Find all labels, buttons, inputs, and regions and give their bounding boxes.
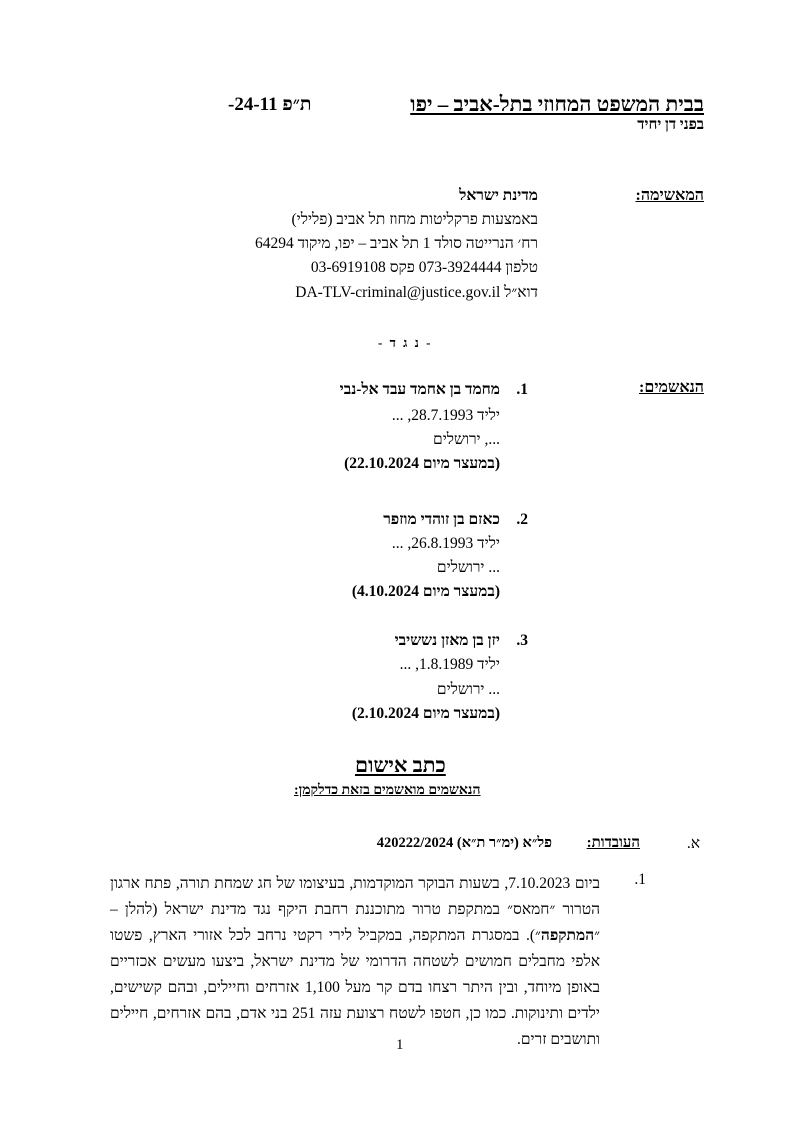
prosecution-name: מדינת ישראל xyxy=(459,187,538,204)
defendant-birth: יליד 26.8.1993, ... xyxy=(391,535,500,552)
defendant-name: מחמד בן אחמד עבד אל-נבי xyxy=(339,381,500,398)
defendant-number: 1. xyxy=(516,381,528,398)
prosecution-phone-fax: טלפון 073-3924444 פקס 03-6919108 xyxy=(310,259,538,276)
defendants-label: הנאשמים: xyxy=(639,379,704,396)
defendant-number: 3. xyxy=(516,632,528,649)
defendant-birth: יליד 28.7.1993, ... xyxy=(391,407,500,424)
paragraph-body xyxy=(110,871,600,1053)
versus-divider: - נ ג ד - xyxy=(378,335,433,350)
paragraph-text-start: ביום 7.10.2023, בשעות הבוקר המוקדמות, בעיצומו של חג שמחת תורה, פתח ארגון הטרור ״חמאס״ במתקפת טרור מתוכננת רחבת היקף נגד מדינת ישראל (להלן – ״ xyxy=(110,875,600,944)
page-number: 1 xyxy=(396,1037,404,1053)
defendant-birth: יליד 1.8.1989, ... xyxy=(399,656,500,673)
document-title: כתב אישום xyxy=(355,753,446,777)
judge-line: בפני דן יחיד xyxy=(637,117,704,133)
paragraph-defined-term: המתקפה xyxy=(540,927,595,944)
defendant-city: ... ירושלים xyxy=(436,559,500,576)
section-label: העובדות: xyxy=(586,835,640,851)
paragraph-number: 1. xyxy=(634,871,646,888)
defendant-name: יזן בן מאזן נששיבי xyxy=(394,632,500,649)
court-title: בבית המשפט המחוזי בתל-אביב – יפו xyxy=(410,92,704,116)
paragraph-text-rest: ״). במסגרת המתקפה, במקביל לירי רקטי נרחב לכל אזורי הארץ, פשטו אלפי מחבלים חמושים לשטחה הדרומי של מדינת ישראל, ביצעו מעשים אכזריים באופן מיוחד, ובין היתר רצחו בדם קר מעל 1,100 אזרחים וחיילים, ובהם קשישים, ילדים ותינוקות. כמו כן, חטפו לשטח רצועת עזה 251 בני אדם, בהם אזרחים, חיילים ותושבים זרים. xyxy=(110,927,601,1048)
defendant-number: 2. xyxy=(516,511,528,528)
prosecution-address: רח׳ הנרייטה סולד 1 תל אביב – יפו, מיקוד 64294 xyxy=(255,235,538,252)
defendant-custody: (במעצר מיום 2.10.2024) xyxy=(351,705,500,722)
defendant-custody: (במעצר מיום 4.10.2024) xyxy=(351,583,500,600)
prosecution-label: המאשימה: xyxy=(635,187,704,204)
defendant-name: כאזם בן זוהדי מוזפר xyxy=(383,511,500,528)
defendant-city: ..., ירושלים xyxy=(433,431,500,448)
prosecution-email-line xyxy=(295,284,538,302)
case-reference: פל״א (ימ״ר ת״א) 420222/2024 xyxy=(376,835,552,851)
prosecution-office: באמצעות פרקליטות מחוז תל אביב (פלילי) xyxy=(291,211,538,228)
defendant-city: ... ירושלים xyxy=(436,681,500,698)
email-label: דוא״ל xyxy=(504,284,538,301)
case-number: ת״פ 24-11- xyxy=(228,94,312,115)
section-letter: א. xyxy=(686,835,700,852)
email-address: DA-TLV-criminal@justice.gov.il xyxy=(295,284,501,301)
document-subtitle: הנאשמים מואשמים בזאת כדלקמן: xyxy=(294,783,481,798)
defendant-custody: (במעצר מיום 22.10.2024) xyxy=(344,455,500,472)
